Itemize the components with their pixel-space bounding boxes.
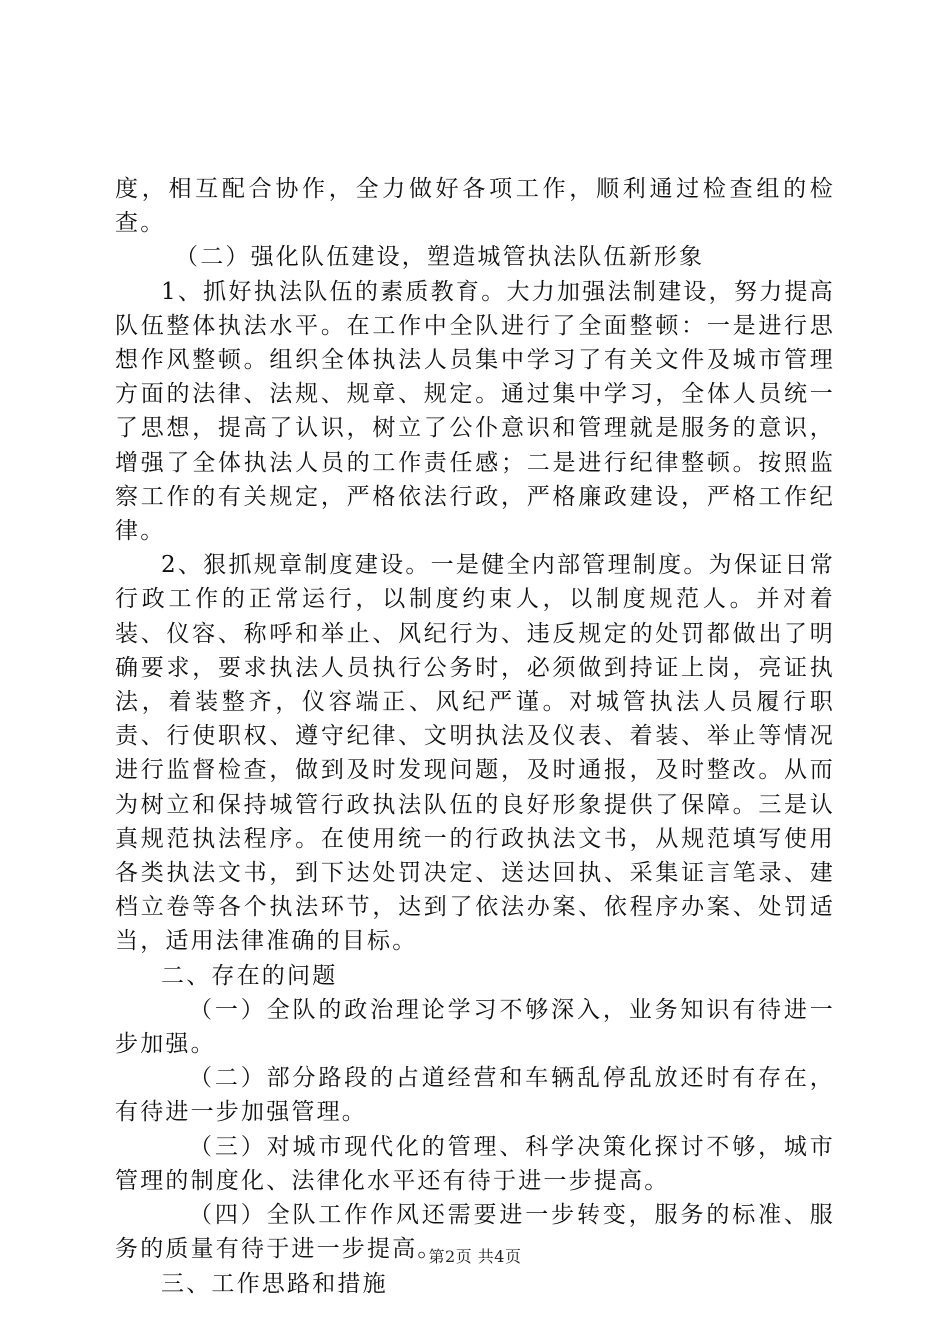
paragraph-quality-education: 1、抓好执法队伍的素质教育。大力加强法制建设，努力提高队伍整体执法水平。在工作中全队进行了全面整顿：一是进行思想作风整顿。组织全体执法人员集中学习了有关文件及城市管理方面的法律、法规、规章、规定。通过集中学习，全体人员统一了思想，提高了认识，树立了公仆意识和管理就是服务的意识，增强了全体执法人员的工作责任感；二是进行纪律整顿。按照监察工作的有关规定，严格依法行政，严格廉政建设，严格工作纪律。	[115, 278, 835, 545]
document-body	[115, 172, 835, 1301]
problem-item-1: （一）全队的政治理论学习不够深入，业务知识有待进一步加强。	[115, 996, 835, 1058]
page-number-footer: 第2页 共4页	[428, 1247, 522, 1266]
section-heading-problems: 二、存在的问题	[161, 962, 338, 989]
problem-item-4: （四）全队工作作风还需要进一步转变，服务的标准、服务的质量有待于进一步提高。	[115, 1202, 835, 1263]
section-heading-measures: 三、工作思路和措施	[161, 1270, 388, 1297]
problem-item-2: （二）部分路段的占道经营和车辆乱停乱放还时有存在，有待进一步加强管理。	[115, 1065, 835, 1126]
paragraph-rules-system: 2、狠抓规章制度建设。一是健全内部管理制度。为保证日常行政工作的正常运行，以制度约束人，以制度规范人。并对着装、仪容、称呼和举止、风纪行为、违反规定的处罚都做出了明确要求，要求执法人员执行公务时，必须做到持证上岗，亮证执法，着装整齐，仪容端正、风纪严谨。对城管执法人员履行职责、行使职权、遵守纪律、文明执法及仪表、着装、举止等情况进行监督检查，做到及时发现问题，及时通报，及时整改。从而为树立和保持城管行政执法队伍的良好形象提供了保障。三是认真规范执法程序。在使用统一的行政执法文书，从规范填写使用各类执法文书，到下达处罚决定、送达回执、采集证言笔录、建档立卷等各个执法环节，达到了依法办案、依程序办案、处罚适当，适用法律准确的目标。	[115, 552, 835, 955]
paragraph-continuation: 度，相互配合协作，全力做好各项工作，顺利通过检查组的检查。	[115, 176, 835, 237]
section-heading-team-building: （二）强化队伍建设，塑造城管执法队伍新形象	[175, 244, 705, 271]
problem-item-3: （三）对城市现代化的管理、科学决策化探讨不够，城市管理的制度化、法律化水平还有待于进一步提高。	[115, 1133, 835, 1194]
